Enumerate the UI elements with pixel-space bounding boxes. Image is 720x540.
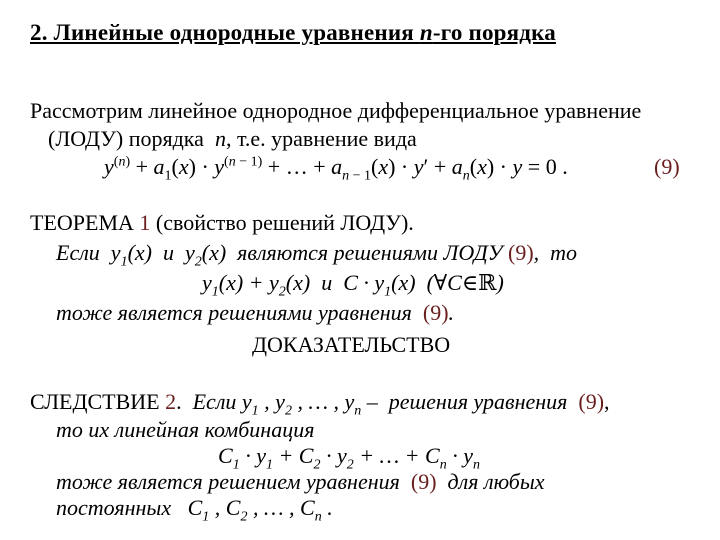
corollary-line-2: то их линейная комбинация (56, 417, 315, 442)
theorem-number: 1 (139, 210, 151, 235)
theorem-line-3: тоже является решениями уравнения (9). (56, 300, 455, 325)
corollary-line-1: СЛЕДСТВИЕ 2. Если $y_1$ , $y_2$ , … , $y_n$ – решения уравнения (9), (30, 389, 610, 419)
theorem-line-1: Если $y_1(x)$ и $y_2(x)$ являются решениями ЛОДУ (9), то (56, 240, 578, 270)
theorem-heading (30, 210, 414, 236)
title-visible: 2. Линейные однородные уравнения n-го порядка (30, 20, 556, 45)
corollary-heading: СЛЕДСТВИЕ 2. (30, 389, 182, 414)
page-title (30, 20, 556, 46)
corollary-line-5: постоянных $C_1$ , $C_2$ , … , $C_n$ . (56, 495, 333, 525)
intro-line-1: Рассмотрим линейное однородное дифференциальное уравнение (30, 98, 642, 123)
corollary-line-3: $C_1 \cdot y_1 + C_2 \cdot y_2$ + … + $C_n \cdot y_n$ (218, 443, 480, 473)
theorem-heading-post: (свойство решений ЛОДУ). (150, 210, 414, 235)
intro-line-2: (ЛОДУ) порядка n, т.е. уравнение вида (48, 126, 417, 151)
proof-label: ДОКАЗАТЕЛЬСТВО (252, 332, 451, 357)
corollary-line-4: тоже является решением уравнения (9) для любых (56, 469, 545, 494)
theorem-line-2: $y_1(x) + y_2(x)$ и $C \cdot y_1(x)$ (∀C∈ℝ) (202, 270, 504, 300)
equation-number: (9) (654, 154, 680, 179)
equation-9: $y^{(n)} + a_1(x) \cdot y^{(n - 1)}$ + … + $a_{n - 1}(x) \cdot y' + a_n(x) \cdot y = 0$ . (104, 154, 568, 184)
theorem-heading-pre: ТЕОРЕМА (30, 210, 140, 235)
